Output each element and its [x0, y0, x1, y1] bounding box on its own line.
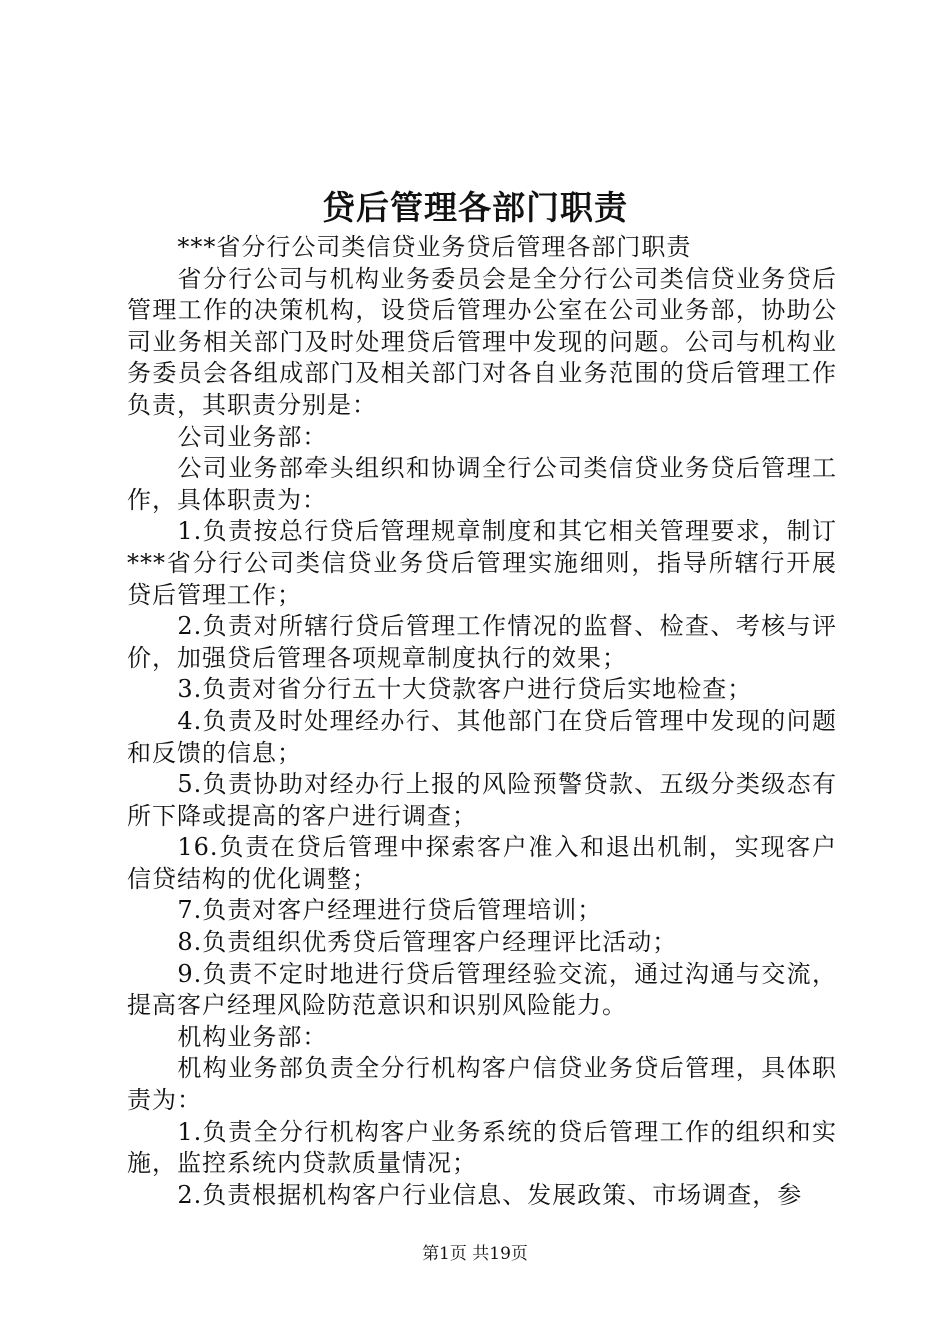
paragraph: 4.负责及时处理经办行、其他部门在贷后管理中发现的问题和反馈的信息；	[127, 706, 837, 767]
page-number-footer: 第1页 共19页	[422, 1244, 528, 1264]
document-body	[127, 232, 837, 1211]
paragraph: 机构业务部负责全分行机构客户信贷业务贷后管理，具体职责为：	[127, 1054, 837, 1115]
paragraph: 1.负责按总行贷后管理规章制度和其它相关管理要求，制订***省分行公司类信贷业务贷后管理实施细则，指导所辖行开展贷后管理工作；	[127, 517, 837, 609]
paragraph: 公司业务部：	[177, 422, 328, 451]
paragraph: 8.负责组织优秀贷后管理客户经理评比活动；	[177, 928, 678, 957]
paragraph: 2.负责对所辖行贷后管理工作情况的监督、检查、考核与评价，加强贷后管理各项规章制度执行的效果；	[127, 612, 837, 672]
paragraph: 公司业务部牵头组织和协调全行公司类信贷业务贷后管理工作，具体职责为：	[127, 454, 837, 514]
paragraph: ***省分行公司类信贷业务贷后管理各部门职责	[177, 233, 692, 261]
paragraph: 机构业务部：	[177, 1022, 328, 1051]
paragraph: 7.负责对客户经理进行贷后管理培训；	[177, 896, 603, 925]
paragraph: 16.负责在贷后管理中探索客户准入和退出机制，实现客户信贷结构的优化调整；	[127, 833, 837, 893]
paragraph: 省分行公司与机构业务委员会是全分行公司类信贷业务贷后管理工作的决策机构，设贷后管理办公室在公司业务部，协助公司业务相关部门及时处理贷后管理中发现的问题。公司与机构业务委员会各组成部门及相关部门对各自业务范围的贷后管理工作负责，其职责分别是：	[127, 264, 837, 419]
paragraph: 5.负责协助对经办行上报的风险预警贷款、五级分类级态有所下降或提高的客户进行调查；	[127, 770, 837, 830]
paragraph: 9.负责不定时地进行贷后管理经验交流，通过沟通与交流，提高客户经理风险防范意识和识别风险能力。	[127, 959, 837, 1020]
document-title: 贷后管理各部门职责	[322, 188, 628, 227]
paragraph: 3.负责对省分行五十大贷款客户进行贷后实地检查；	[177, 675, 753, 704]
paragraph: 2.负责根据机构客户行业信息、发展政策、市场调查，参	[177, 1180, 803, 1209]
paragraph: 1.负责全分行机构客户业务系统的贷后管理工作的组织和实施，监控系统内贷款质量情况；	[127, 1117, 837, 1178]
